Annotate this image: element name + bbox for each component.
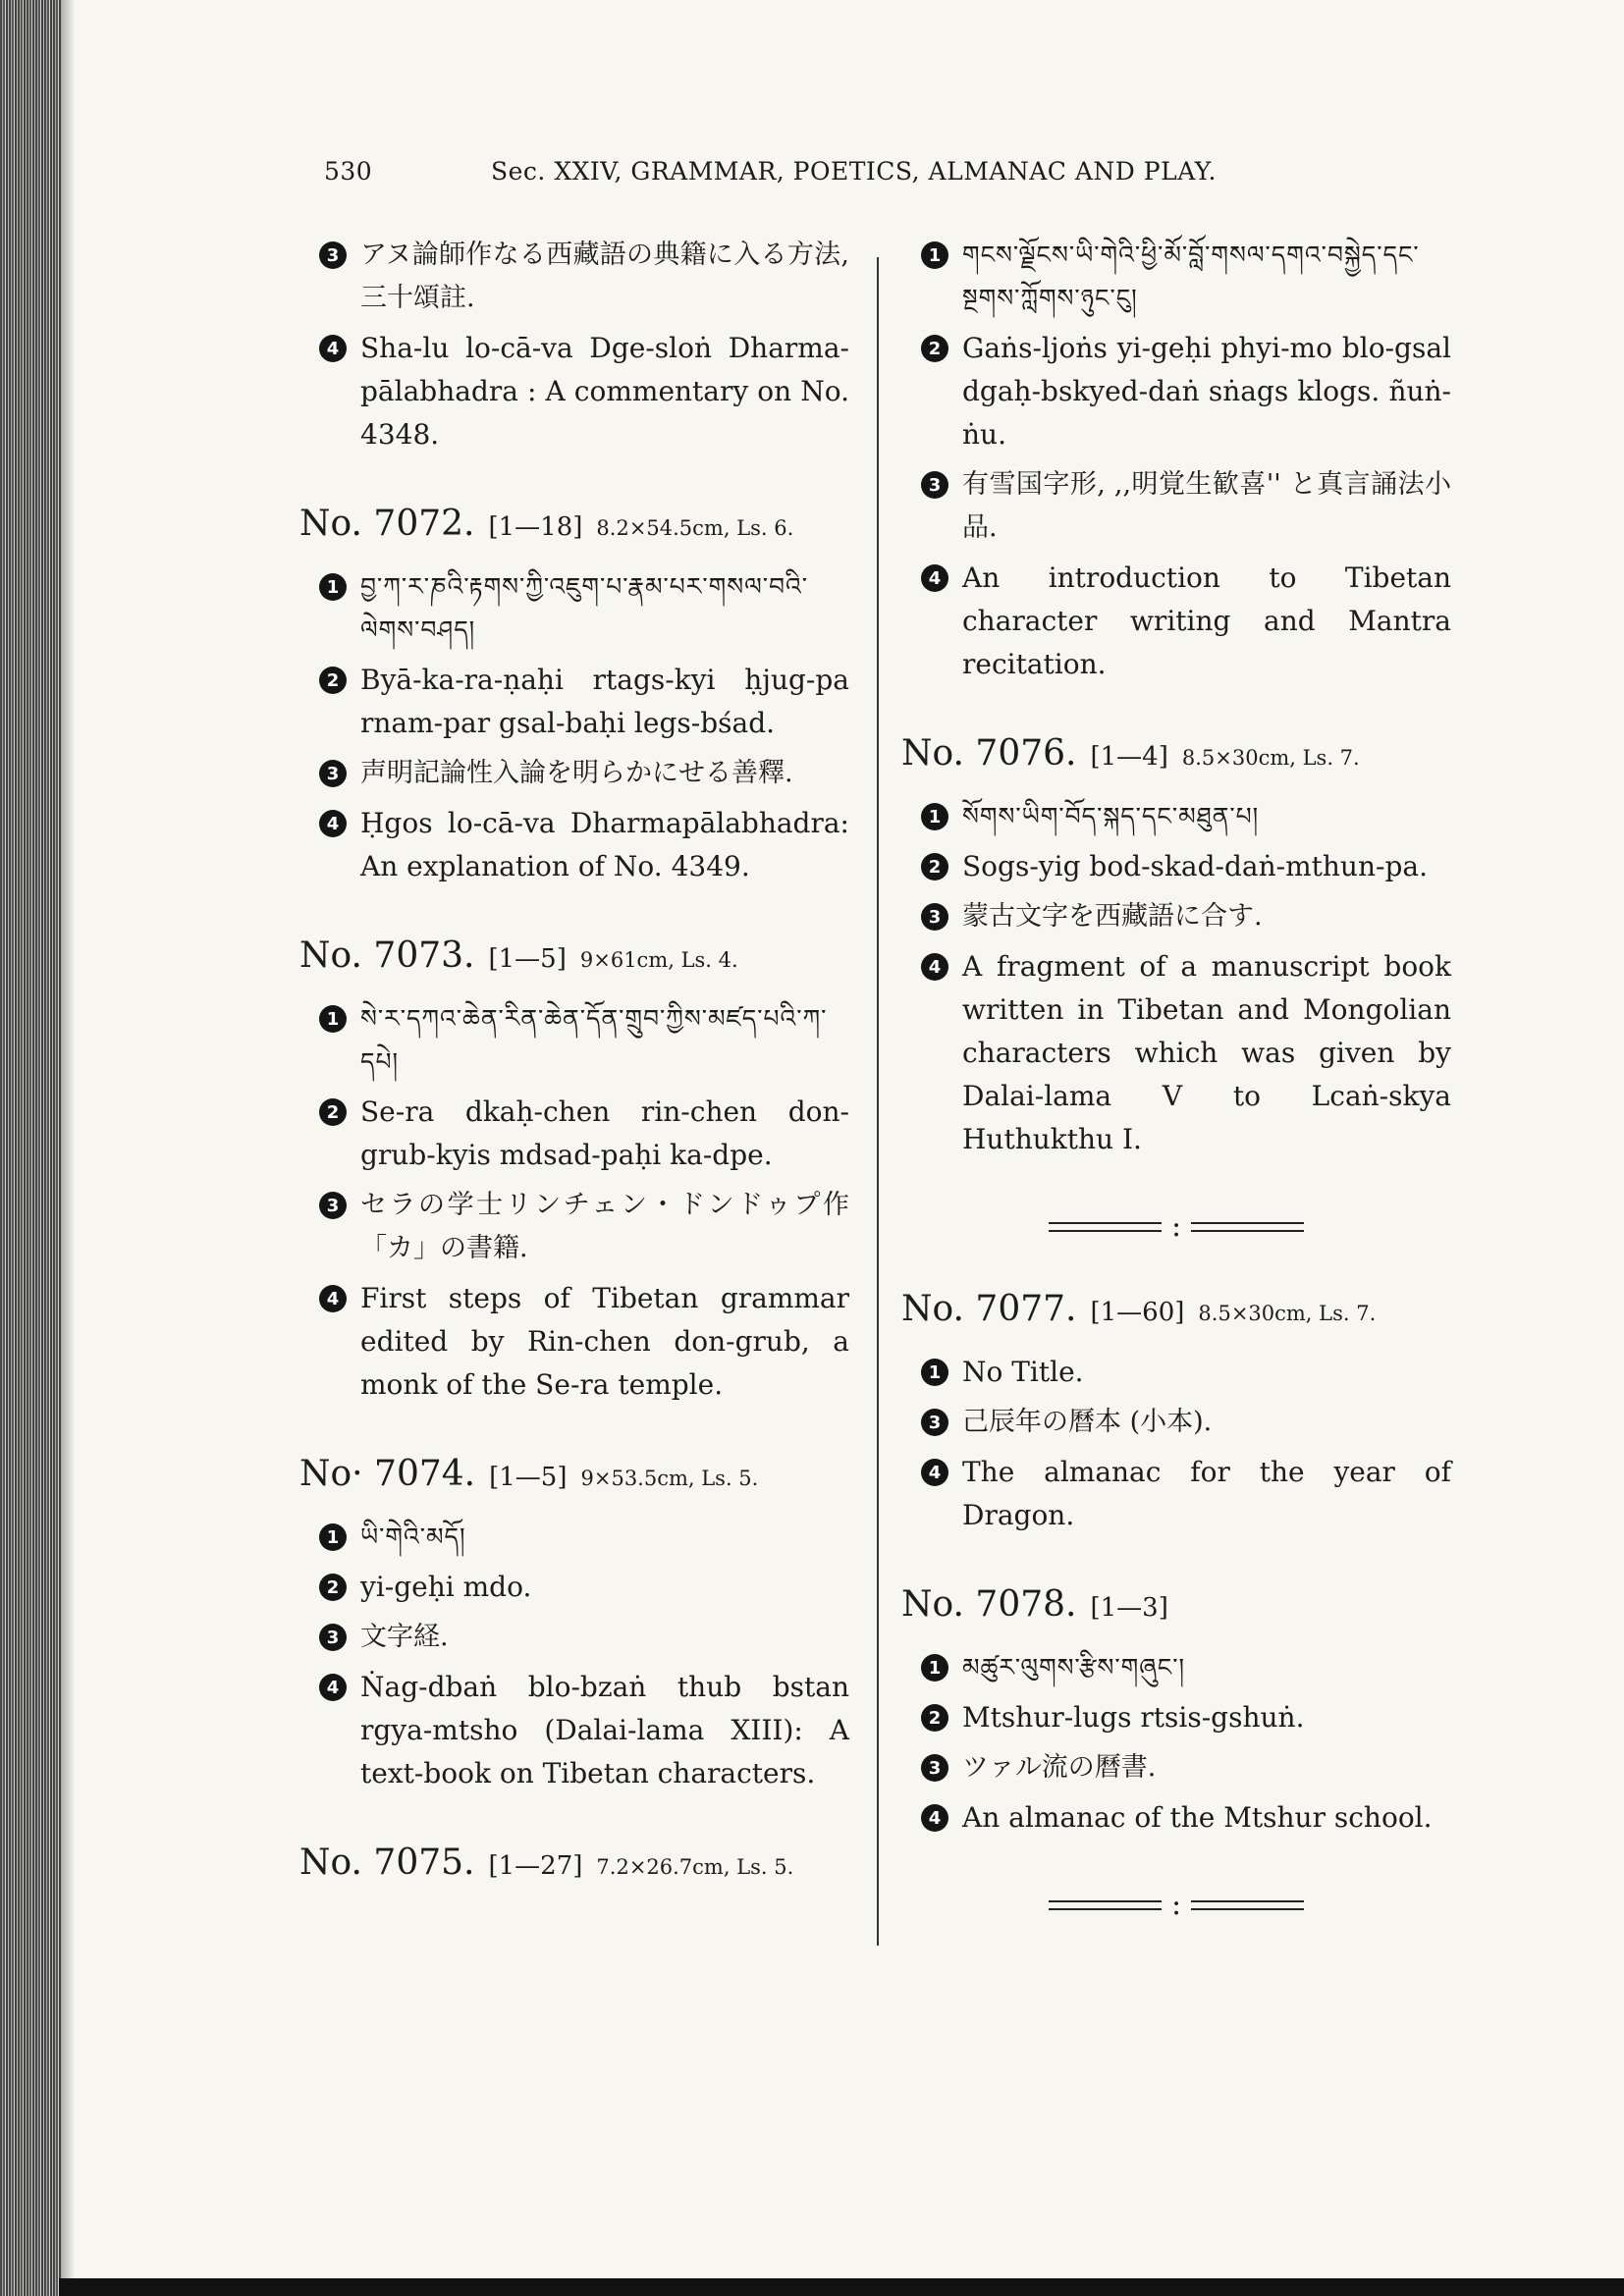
catalog-item bbox=[921, 845, 1451, 888]
catalog-item bbox=[319, 234, 849, 320]
entry-folio: [1—27] bbox=[488, 1851, 583, 1881]
entry-size: 9×53.5cm, Ls. 5. bbox=[580, 1467, 759, 1490]
item-text: ཡི་གེའི་མདོ། bbox=[360, 1522, 466, 1551]
item-text: アヌ論師作なる西藏語の典籍に入る方法, 三十頌註. bbox=[360, 240, 849, 313]
item-text: Se-ra dkaḥ-chen rin-chen don-grub-kyis mdsad-paḥi ka-dpe. bbox=[360, 1095, 849, 1171]
item-marker-1: 1 bbox=[319, 573, 347, 601]
catalog-item bbox=[921, 557, 1451, 686]
entry-folio: [1—3] bbox=[1090, 1593, 1168, 1623]
catalog-item bbox=[921, 1796, 1451, 1840]
item-text: Gaṅs-ljoṅs yi-geḥi phyi-mo blo-gsal dgaḥ-bskyed-daṅ sṅags klogs. ñuṅ-ṅu. bbox=[962, 332, 1451, 451]
item-marker-3: 3 bbox=[921, 903, 948, 931]
entry-size: 8.5×30cm, Ls. 7. bbox=[1198, 1302, 1377, 1325]
item-marker-2: 2 bbox=[319, 1574, 347, 1601]
item-marker-1: 1 bbox=[921, 803, 948, 830]
item-marker-3: 3 bbox=[319, 241, 347, 269]
double-rule bbox=[1191, 1900, 1304, 1910]
item-text: 蒙古文字を西藏語に合す. bbox=[962, 901, 1263, 932]
item-text: A fragment of a manuscript book written in Tibetan and Mongolian characters which was given by Dalai-lama V to Lcaṅ-skya Huthukthu I. bbox=[962, 950, 1451, 1155]
entry-heading bbox=[299, 504, 849, 544]
entry-folio: [1—4] bbox=[1090, 742, 1168, 772]
entry-size: 7.2×26.7cm, Ls. 5. bbox=[596, 1855, 794, 1879]
entry-number: No· 7074. bbox=[299, 1454, 476, 1494]
entry-size: 8.5×30cm, Ls. 7. bbox=[1181, 746, 1360, 770]
item-text: 文字経. bbox=[360, 1622, 449, 1652]
running-title: Sec. XXIV, GRAMMAR, POETICS, ALMANAC AND PLAY. bbox=[491, 157, 1217, 186]
double-rule bbox=[1049, 1222, 1162, 1232]
section-break bbox=[901, 1888, 1451, 1922]
right-column bbox=[901, 234, 1451, 1948]
item-marker-4: 4 bbox=[921, 1459, 948, 1486]
item-text: སེ་ར་དཀའ་ཆེན་རིན་ཆེན་དོན་གྲུབ་ཀྱིས་མཛད་པའི་ཀ་དཔེ། bbox=[360, 1004, 828, 1076]
entry-folio: [1—18] bbox=[488, 512, 583, 542]
entry-folio: [1—5] bbox=[489, 1463, 568, 1492]
item-text: First steps of Tibetan grammar edited by Rin-chen don-grub, a monk of the Se-ra temple. bbox=[360, 1282, 849, 1401]
item-marker-1: 1 bbox=[921, 1654, 948, 1682]
entry-number: No. 7073. bbox=[299, 935, 475, 976]
catalog-item bbox=[319, 752, 849, 795]
item-marker-2: 2 bbox=[319, 1098, 347, 1126]
catalog-item bbox=[921, 1451, 1451, 1537]
entry-folio: [1—5] bbox=[488, 944, 567, 974]
item-text: 己辰年の曆本 (小本). bbox=[962, 1407, 1213, 1437]
entry-heading bbox=[299, 1842, 849, 1883]
break-colon: : bbox=[1170, 1209, 1182, 1244]
catalog-item bbox=[921, 895, 1451, 938]
catalog-item bbox=[319, 327, 849, 456]
item-marker-1: 1 bbox=[319, 1005, 347, 1033]
catalog-item bbox=[921, 1401, 1451, 1444]
item-marker-2: 2 bbox=[921, 853, 948, 881]
catalog-item bbox=[319, 565, 849, 652]
catalog-item bbox=[319, 1184, 849, 1270]
catalog-item bbox=[921, 1696, 1451, 1739]
item-marker-3: 3 bbox=[319, 1624, 347, 1651]
left-column bbox=[299, 234, 849, 1904]
catalog-item bbox=[921, 327, 1451, 456]
catalog-item bbox=[319, 1277, 849, 1407]
entry-heading bbox=[901, 733, 1451, 774]
entry-heading bbox=[299, 935, 849, 976]
catalog-item bbox=[921, 234, 1451, 320]
catalog-item bbox=[319, 1616, 849, 1659]
item-text: An almanac of the Mtshur school. bbox=[962, 1801, 1433, 1834]
bottom-edge bbox=[59, 2278, 1624, 2296]
item-text: Sogs-yig bod-skad-daṅ-mthun-pa. bbox=[962, 850, 1428, 882]
item-text: セラの学士リンチェン・ドンドゥプ作「カ」の書籍. bbox=[360, 1190, 849, 1263]
entry-number: No. 7075. bbox=[299, 1842, 475, 1883]
catalog-item bbox=[319, 1566, 849, 1609]
item-marker-4: 4 bbox=[921, 1804, 948, 1832]
item-text: No Title. bbox=[962, 1356, 1084, 1388]
item-marker-1: 1 bbox=[921, 241, 948, 269]
page-number: 530 bbox=[324, 157, 373, 186]
catalog-item bbox=[921, 1646, 1451, 1689]
entry-number: No. 7076. bbox=[901, 733, 1077, 774]
item-marker-3: 3 bbox=[319, 760, 347, 787]
item-text: Mtshur-lugs rtsis-gshuṅ. bbox=[962, 1701, 1305, 1734]
item-marker-3: 3 bbox=[921, 471, 948, 499]
item-text: གངས་ལྗོངས་ཡི་གེའི་ཕྱི་མོ་བློ་གསལ་དགའ་བསྐྱེད་དང་སྔགས་ཀློགས་ཉུང་ངུ། bbox=[962, 240, 1420, 312]
catalog-item bbox=[921, 945, 1451, 1161]
entry-number: No. 7072. bbox=[299, 504, 475, 544]
catalog-item bbox=[319, 1091, 849, 1177]
item-marker-2: 2 bbox=[319, 667, 347, 694]
item-marker-4: 4 bbox=[319, 335, 347, 362]
item-text: 声明記論性入論を明らかにせる善釋. bbox=[360, 758, 793, 788]
entry-folio: [1—60] bbox=[1090, 1298, 1185, 1327]
catalog-item bbox=[921, 795, 1451, 838]
catalog-item bbox=[319, 1516, 849, 1559]
item-marker-4: 4 bbox=[921, 564, 948, 592]
double-rule bbox=[1049, 1900, 1162, 1910]
book-binding-edge bbox=[0, 0, 61, 2296]
break-colon: : bbox=[1170, 1888, 1182, 1922]
item-text: མཚུར་ལུགས་རྩིས་གཞུང་། bbox=[962, 1653, 1186, 1682]
item-marker-1: 1 bbox=[921, 1359, 948, 1386]
item-text: Byā-ka-ra-ṇaḥi rtags-kyi ḥjug-pa rnam-par gsal-baḥi legs-bśad. bbox=[360, 664, 849, 739]
item-text: ツァル流の曆書. bbox=[962, 1752, 1157, 1783]
entry-heading bbox=[901, 1584, 1451, 1625]
item-marker-4: 4 bbox=[319, 1285, 347, 1312]
item-marker-3: 3 bbox=[921, 1409, 948, 1436]
item-marker-2: 2 bbox=[921, 1704, 948, 1732]
entry-size: 9×61cm, Ls. 4. bbox=[579, 948, 738, 972]
item-marker-4: 4 bbox=[921, 953, 948, 981]
catalog-item bbox=[921, 1351, 1451, 1394]
catalog-item bbox=[319, 997, 849, 1084]
page-header bbox=[324, 157, 1355, 196]
item-marker-3: 3 bbox=[921, 1754, 948, 1782]
item-text: སོགས་ཡིག་བོད་སྐད་དང་མཐུན་པ། bbox=[962, 802, 1260, 830]
item-text: Sha-lu lo-cā-va Dge-sloṅ Dharma-pālabhadra : A commentary on No. 4348. bbox=[360, 332, 849, 451]
item-marker-3: 3 bbox=[319, 1192, 347, 1219]
item-marker-4: 4 bbox=[319, 1674, 347, 1701]
item-text: Ḥgos lo-cā-va Dharmapālabhadra: An explanation of No. 4349. bbox=[360, 807, 849, 882]
double-rule bbox=[1191, 1222, 1304, 1232]
catalog-item bbox=[319, 1666, 849, 1795]
column-divider bbox=[877, 257, 879, 1946]
catalog-item bbox=[921, 1746, 1451, 1789]
entry-size: 8.2×54.5cm, Ls. 6. bbox=[596, 516, 794, 540]
entry-heading bbox=[901, 1289, 1451, 1329]
item-marker-2: 2 bbox=[921, 335, 948, 362]
entry-number: No. 7077. bbox=[901, 1289, 1077, 1329]
section-break bbox=[901, 1209, 1451, 1244]
entry-heading bbox=[299, 1454, 849, 1494]
item-text: yi-geḥi mdo. bbox=[360, 1571, 532, 1603]
item-text: 有雪国字形, ,,明覚生歓喜'' と真言誦法小品. bbox=[962, 469, 1451, 543]
catalog-item bbox=[319, 802, 849, 888]
entry-number: No. 7078. bbox=[901, 1584, 1077, 1625]
catalog-item bbox=[921, 463, 1451, 550]
item-marker-1: 1 bbox=[319, 1523, 347, 1551]
item-text: Ṅag-dbaṅ blo-bzaṅ thub bstan rgya-mtsho (Dalai-lama XIII): A text-book on Tibetan characters. bbox=[360, 1671, 849, 1789]
item-text: An introduction to Tibetan character writing and Mantra recitation. bbox=[962, 561, 1451, 680]
item-text: བྱ་ཀ་ར་ཎའི་རྟགས་ཀྱི་འཇུག་པ་རྣམ་པར་གསལ་བའི་ལེགས་བཤད། bbox=[360, 572, 809, 644]
item-text: The almanac for the year of Dragon. bbox=[962, 1456, 1451, 1531]
item-marker-4: 4 bbox=[319, 810, 347, 837]
catalog-item bbox=[319, 659, 849, 745]
